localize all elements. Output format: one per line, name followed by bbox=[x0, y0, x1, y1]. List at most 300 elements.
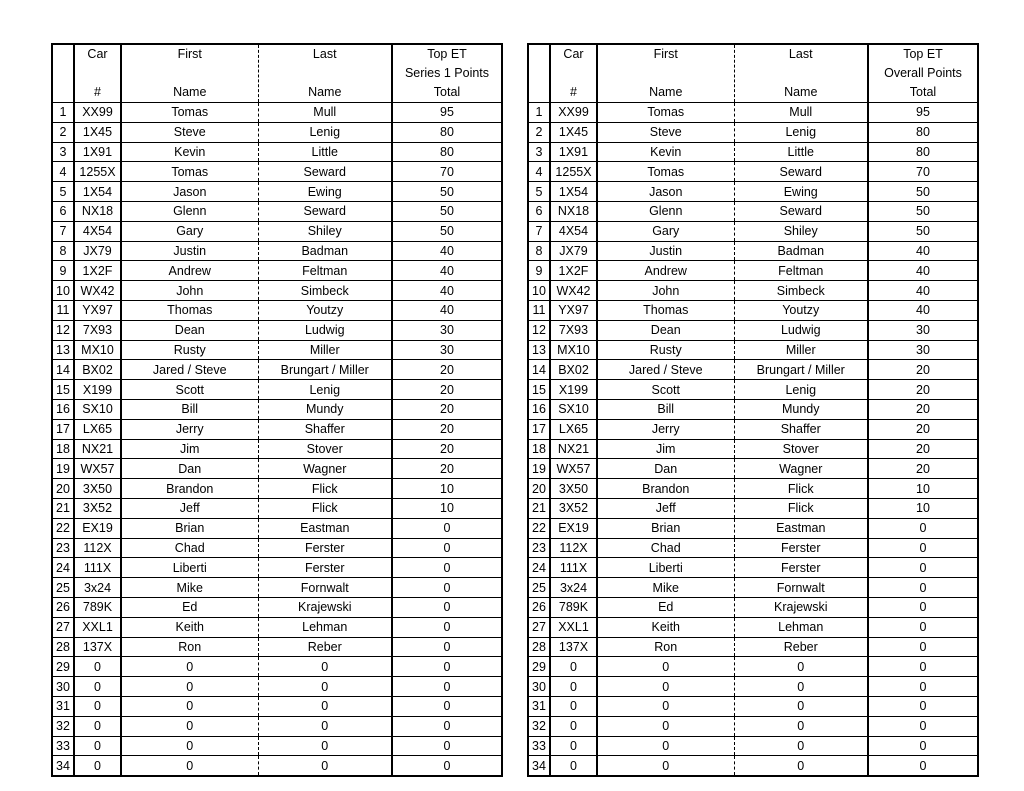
car-number-cell: 7X93 bbox=[550, 320, 597, 340]
last-name-cell: Wagner bbox=[258, 459, 392, 479]
rank-cell: 12 bbox=[528, 320, 550, 340]
table-row bbox=[52, 617, 502, 637]
last-name-cell: Mundy bbox=[734, 399, 868, 419]
rank-cell: 21 bbox=[528, 498, 550, 518]
points-total-header: Top ET Overall Points Total bbox=[868, 44, 978, 103]
points-total-cell: 10 bbox=[868, 498, 978, 518]
car-number-cell: 0 bbox=[74, 716, 121, 736]
points-total-cell: 50 bbox=[392, 201, 502, 221]
table-row bbox=[528, 716, 978, 736]
table-row bbox=[528, 340, 978, 360]
rank-cell: 16 bbox=[528, 399, 550, 419]
car-number-cell: BX02 bbox=[74, 360, 121, 380]
last-name-cell: Mundy bbox=[258, 399, 392, 419]
overall-points-table bbox=[527, 43, 979, 777]
first-name-cell: Andrew bbox=[597, 261, 734, 281]
rank-header bbox=[52, 44, 74, 103]
rank-cell: 1 bbox=[528, 103, 550, 123]
points-total-cell: 20 bbox=[868, 399, 978, 419]
first-name-cell: Jerry bbox=[597, 419, 734, 439]
points-total-cell: 20 bbox=[868, 380, 978, 400]
car-number-cell: 112X bbox=[74, 538, 121, 558]
first-name-cell: 0 bbox=[121, 677, 258, 697]
table-row bbox=[528, 578, 978, 598]
first-name-cell: Liberti bbox=[121, 558, 258, 578]
points-total-cell: 0 bbox=[868, 756, 978, 776]
first-name-cell: Gary bbox=[597, 221, 734, 241]
last-name-cell: 0 bbox=[734, 696, 868, 716]
car-number-cell: 3X52 bbox=[74, 498, 121, 518]
rank-cell: 23 bbox=[528, 538, 550, 558]
rank-cell: 12 bbox=[52, 320, 74, 340]
last-name-cell: 0 bbox=[258, 716, 392, 736]
first-name-cell: Gary bbox=[121, 221, 258, 241]
points-total-cell: 0 bbox=[868, 716, 978, 736]
car-number-cell: JX79 bbox=[74, 241, 121, 261]
car-number-cell: 112X bbox=[550, 538, 597, 558]
rank-cell: 20 bbox=[528, 479, 550, 499]
table-row bbox=[528, 261, 978, 281]
first-name-cell: Tomas bbox=[597, 103, 734, 123]
last-name-cell: Badman bbox=[258, 241, 392, 261]
rank-cell: 23 bbox=[52, 538, 74, 558]
points-total-cell: 20 bbox=[392, 459, 502, 479]
car-number-header: Car # bbox=[74, 44, 121, 103]
last-name-cell: Flick bbox=[734, 479, 868, 499]
first-name-cell: Thomas bbox=[597, 300, 734, 320]
table-row bbox=[52, 736, 502, 756]
table-row bbox=[52, 696, 502, 716]
table-row bbox=[52, 142, 502, 162]
points-total-cell: 50 bbox=[868, 221, 978, 241]
last-name-cell: 0 bbox=[258, 756, 392, 776]
car-number-cell: NX18 bbox=[550, 201, 597, 221]
points-total-cell: 0 bbox=[392, 637, 502, 657]
car-number-cell: 0 bbox=[550, 756, 597, 776]
table-row bbox=[52, 182, 502, 202]
points-total-cell: 40 bbox=[392, 241, 502, 261]
table-row bbox=[52, 498, 502, 518]
last-name-cell: Lehman bbox=[734, 617, 868, 637]
first-name-cell: 0 bbox=[597, 696, 734, 716]
points-total-cell: 80 bbox=[868, 142, 978, 162]
table-row bbox=[528, 103, 978, 123]
car-number-cell: XX99 bbox=[550, 103, 597, 123]
rank-cell: 25 bbox=[528, 578, 550, 598]
first-name-cell: Glenn bbox=[121, 201, 258, 221]
first-name-cell: Brandon bbox=[597, 479, 734, 499]
rank-cell: 5 bbox=[52, 182, 74, 202]
table-body bbox=[52, 103, 502, 777]
first-name-cell: Thomas bbox=[121, 300, 258, 320]
last-name-cell: Lenig bbox=[258, 122, 392, 142]
rank-cell: 29 bbox=[528, 657, 550, 677]
points-total-cell: 0 bbox=[868, 578, 978, 598]
points-total-cell: 40 bbox=[392, 261, 502, 281]
points-total-cell: 0 bbox=[392, 716, 502, 736]
last-name-cell: Youtzy bbox=[258, 300, 392, 320]
points-total-cell: 40 bbox=[868, 261, 978, 281]
first-name-cell: 0 bbox=[597, 657, 734, 677]
last-name-cell: 0 bbox=[258, 696, 392, 716]
first-name-cell: Justin bbox=[121, 241, 258, 261]
first-name-cell: Jeff bbox=[121, 498, 258, 518]
first-name-cell: Steve bbox=[121, 122, 258, 142]
rank-cell: 2 bbox=[528, 122, 550, 142]
table-row bbox=[528, 380, 978, 400]
rank-cell: 6 bbox=[528, 201, 550, 221]
last-name-cell: Fornwalt bbox=[734, 578, 868, 598]
table-row bbox=[52, 756, 502, 776]
first-name-header: First Name bbox=[121, 44, 258, 103]
first-name-cell: Dan bbox=[121, 459, 258, 479]
first-name-cell: Ed bbox=[121, 597, 258, 617]
car-number-cell: 0 bbox=[74, 677, 121, 697]
rank-cell: 16 bbox=[52, 399, 74, 419]
rank-cell: 18 bbox=[528, 439, 550, 459]
first-name-cell: Andrew bbox=[121, 261, 258, 281]
points-total-cell: 40 bbox=[392, 281, 502, 301]
last-name-cell: Miller bbox=[734, 340, 868, 360]
car-number-cell: 0 bbox=[550, 716, 597, 736]
car-number-cell: YX97 bbox=[550, 300, 597, 320]
table-row bbox=[528, 479, 978, 499]
last-name-cell: Seward bbox=[258, 162, 392, 182]
car-number-cell: 1X54 bbox=[550, 182, 597, 202]
car-number-cell: 137X bbox=[550, 637, 597, 657]
last-name-cell: Ferster bbox=[258, 538, 392, 558]
car-number-cell: YX97 bbox=[74, 300, 121, 320]
rank-cell: 32 bbox=[528, 716, 550, 736]
points-total-cell: 20 bbox=[868, 419, 978, 439]
rank-cell: 18 bbox=[52, 439, 74, 459]
first-name-cell: Ron bbox=[597, 637, 734, 657]
table-row bbox=[52, 657, 502, 677]
points-total-cell: 0 bbox=[868, 637, 978, 657]
rank-cell: 17 bbox=[528, 419, 550, 439]
points-total-cell: 30 bbox=[868, 320, 978, 340]
car-number-cell: MX10 bbox=[74, 340, 121, 360]
last-name-cell: Seward bbox=[734, 162, 868, 182]
first-name-cell: 0 bbox=[597, 677, 734, 697]
points-total-cell: 0 bbox=[868, 736, 978, 756]
points-total-cell: 20 bbox=[868, 439, 978, 459]
points-total-cell: 0 bbox=[392, 736, 502, 756]
table-row bbox=[52, 597, 502, 617]
last-name-cell: Krajewski bbox=[258, 597, 392, 617]
car-number-cell: NX18 bbox=[74, 201, 121, 221]
points-total-cell: 20 bbox=[392, 399, 502, 419]
rank-cell: 20 bbox=[52, 479, 74, 499]
first-name-cell: Jim bbox=[597, 439, 734, 459]
points-total-cell: 0 bbox=[868, 538, 978, 558]
last-name-cell: Lenig bbox=[258, 380, 392, 400]
last-name-cell: Wagner bbox=[734, 459, 868, 479]
last-name-cell: Lehman bbox=[258, 617, 392, 637]
car-number-cell: NX21 bbox=[550, 439, 597, 459]
points-total-cell: 0 bbox=[868, 617, 978, 637]
rank-cell: 9 bbox=[528, 261, 550, 281]
rank-cell: 19 bbox=[528, 459, 550, 479]
table-row bbox=[528, 498, 978, 518]
table-row bbox=[528, 459, 978, 479]
rank-cell: 22 bbox=[52, 518, 74, 538]
table-header bbox=[52, 44, 502, 103]
first-name-cell: Tomas bbox=[121, 103, 258, 123]
last-name-cell: Ewing bbox=[734, 182, 868, 202]
car-number-cell: 1X2F bbox=[74, 261, 121, 281]
last-name-cell: 0 bbox=[258, 736, 392, 756]
last-name-cell: Ludwig bbox=[734, 320, 868, 340]
car-number-cell: JX79 bbox=[550, 241, 597, 261]
first-name-cell: Glenn bbox=[597, 201, 734, 221]
points-total-cell: 50 bbox=[392, 182, 502, 202]
points-total-cell: 95 bbox=[868, 103, 978, 123]
points-total-cell: 10 bbox=[392, 498, 502, 518]
points-total-cell: 0 bbox=[392, 617, 502, 637]
car-number-cell: 0 bbox=[74, 756, 121, 776]
first-name-cell: Dean bbox=[121, 320, 258, 340]
first-name-cell: Ed bbox=[597, 597, 734, 617]
rank-cell: 11 bbox=[52, 300, 74, 320]
first-name-cell: 0 bbox=[597, 736, 734, 756]
first-name-cell: Keith bbox=[597, 617, 734, 637]
rank-cell: 31 bbox=[52, 696, 74, 716]
rank-cell: 3 bbox=[528, 142, 550, 162]
table-row bbox=[528, 736, 978, 756]
first-name-cell: John bbox=[597, 281, 734, 301]
table-row bbox=[528, 241, 978, 261]
rank-cell: 29 bbox=[52, 657, 74, 677]
rank-cell: 27 bbox=[52, 617, 74, 637]
series-1-points-table bbox=[51, 43, 503, 777]
points-total-cell: 20 bbox=[392, 439, 502, 459]
table-row bbox=[528, 419, 978, 439]
rank-cell: 7 bbox=[52, 221, 74, 241]
car-number-cell: EX19 bbox=[74, 518, 121, 538]
car-number-cell: 3X50 bbox=[74, 479, 121, 499]
last-name-cell: Shaffer bbox=[258, 419, 392, 439]
last-name-cell: Brungart / Miller bbox=[734, 360, 868, 380]
table-row bbox=[52, 162, 502, 182]
points-total-cell: 40 bbox=[868, 300, 978, 320]
last-name-cell: Lenig bbox=[734, 380, 868, 400]
rank-cell: 33 bbox=[52, 736, 74, 756]
table-row bbox=[52, 419, 502, 439]
table-row bbox=[528, 617, 978, 637]
last-name-cell: 0 bbox=[734, 657, 868, 677]
last-name-header: Last Name bbox=[734, 44, 868, 103]
last-name-cell: Miller bbox=[258, 340, 392, 360]
points-total-cell: 10 bbox=[392, 479, 502, 499]
last-name-cell: Simbeck bbox=[734, 281, 868, 301]
car-number-cell: 137X bbox=[74, 637, 121, 657]
points-total-cell: 0 bbox=[392, 756, 502, 776]
first-name-cell: Tomas bbox=[121, 162, 258, 182]
car-number-cell: WX57 bbox=[550, 459, 597, 479]
last-name-cell: Shiley bbox=[734, 221, 868, 241]
first-name-cell: 0 bbox=[121, 736, 258, 756]
first-name-cell: Jeff bbox=[597, 498, 734, 518]
table-row bbox=[528, 201, 978, 221]
points-total-cell: 10 bbox=[868, 479, 978, 499]
car-number-cell: X199 bbox=[550, 380, 597, 400]
points-total-cell: 20 bbox=[392, 419, 502, 439]
rank-header bbox=[528, 44, 550, 103]
car-number-cell: XXL1 bbox=[74, 617, 121, 637]
last-name-cell: Ferster bbox=[258, 558, 392, 578]
first-name-cell: Kevin bbox=[597, 142, 734, 162]
points-total-cell: 70 bbox=[868, 162, 978, 182]
last-name-cell: Ferster bbox=[734, 538, 868, 558]
points-total-cell: 0 bbox=[392, 558, 502, 578]
rank-cell: 24 bbox=[528, 558, 550, 578]
rank-cell: 8 bbox=[52, 241, 74, 261]
points-total-cell: 20 bbox=[392, 380, 502, 400]
car-number-cell: 1X54 bbox=[74, 182, 121, 202]
table-row bbox=[52, 201, 502, 221]
first-name-cell: John bbox=[121, 281, 258, 301]
car-number-cell: 4X54 bbox=[74, 221, 121, 241]
first-name-cell: Dean bbox=[597, 320, 734, 340]
rank-cell: 33 bbox=[528, 736, 550, 756]
car-number-cell: MX10 bbox=[550, 340, 597, 360]
car-number-cell: 3X50 bbox=[550, 479, 597, 499]
table-row bbox=[528, 696, 978, 716]
rank-cell: 34 bbox=[52, 756, 74, 776]
last-name-cell: 0 bbox=[258, 677, 392, 697]
car-number-cell: 0 bbox=[550, 696, 597, 716]
rank-cell: 10 bbox=[528, 281, 550, 301]
rank-cell: 27 bbox=[528, 617, 550, 637]
rank-cell: 14 bbox=[52, 360, 74, 380]
table-row bbox=[52, 300, 502, 320]
table-row bbox=[52, 320, 502, 340]
points-total-cell: 0 bbox=[392, 657, 502, 677]
last-name-cell: Reber bbox=[258, 637, 392, 657]
car-number-cell: 0 bbox=[550, 736, 597, 756]
first-name-cell: Bill bbox=[121, 399, 258, 419]
rank-cell: 26 bbox=[528, 597, 550, 617]
rank-cell: 22 bbox=[528, 518, 550, 538]
table-row bbox=[52, 122, 502, 142]
points-total-cell: 70 bbox=[392, 162, 502, 182]
first-name-cell: Tomas bbox=[597, 162, 734, 182]
points-total-cell: 50 bbox=[868, 201, 978, 221]
points-total-cell: 0 bbox=[392, 578, 502, 598]
points-total-cell: 50 bbox=[868, 182, 978, 202]
last-name-cell: Mull bbox=[258, 103, 392, 123]
points-total-cell: 0 bbox=[868, 657, 978, 677]
table-row bbox=[52, 716, 502, 736]
car-number-cell: 1X45 bbox=[550, 122, 597, 142]
table-body bbox=[528, 103, 978, 777]
last-name-cell: 0 bbox=[734, 736, 868, 756]
rank-cell: 9 bbox=[52, 261, 74, 281]
points-total-cell: 0 bbox=[868, 696, 978, 716]
first-name-cell: Scott bbox=[597, 380, 734, 400]
car-number-cell: 1X2F bbox=[550, 261, 597, 281]
table-row bbox=[52, 103, 502, 123]
table-row bbox=[528, 677, 978, 697]
rank-cell: 6 bbox=[52, 201, 74, 221]
table-row bbox=[52, 558, 502, 578]
car-number-cell: NX21 bbox=[74, 439, 121, 459]
rank-cell: 1 bbox=[52, 103, 74, 123]
points-total-cell: 0 bbox=[392, 597, 502, 617]
points-total-cell: 20 bbox=[392, 360, 502, 380]
first-name-cell: Jared / Steve bbox=[121, 360, 258, 380]
first-name-cell: Kevin bbox=[121, 142, 258, 162]
car-number-cell: WX42 bbox=[550, 281, 597, 301]
last-name-cell: Ewing bbox=[258, 182, 392, 202]
first-name-cell: Brian bbox=[597, 518, 734, 538]
car-number-cell: 1255X bbox=[74, 162, 121, 182]
table-row bbox=[528, 142, 978, 162]
rank-cell: 19 bbox=[52, 459, 74, 479]
first-name-header: First Name bbox=[597, 44, 734, 103]
car-number-cell: 1255X bbox=[550, 162, 597, 182]
last-name-cell: Fornwalt bbox=[258, 578, 392, 598]
table-row bbox=[52, 340, 502, 360]
last-name-cell: Feltman bbox=[258, 261, 392, 281]
rank-cell: 28 bbox=[52, 637, 74, 657]
table-row bbox=[528, 439, 978, 459]
table-row bbox=[52, 637, 502, 657]
table-row bbox=[52, 578, 502, 598]
car-number-cell: WX57 bbox=[74, 459, 121, 479]
table-row bbox=[528, 221, 978, 241]
rank-cell: 3 bbox=[52, 142, 74, 162]
points-total-cell: 30 bbox=[868, 340, 978, 360]
points-total-cell: 0 bbox=[392, 696, 502, 716]
first-name-cell: 0 bbox=[597, 716, 734, 736]
car-number-cell: 789K bbox=[74, 597, 121, 617]
first-name-cell: Chad bbox=[597, 538, 734, 558]
table-header bbox=[528, 44, 978, 103]
first-name-cell: 0 bbox=[121, 716, 258, 736]
rank-cell: 13 bbox=[528, 340, 550, 360]
points-total-cell: 0 bbox=[392, 518, 502, 538]
points-total-cell: 50 bbox=[392, 221, 502, 241]
first-name-cell: Justin bbox=[597, 241, 734, 261]
table-row bbox=[52, 439, 502, 459]
last-name-cell: Shiley bbox=[258, 221, 392, 241]
last-name-cell: 0 bbox=[734, 756, 868, 776]
points-total-cell: 95 bbox=[392, 103, 502, 123]
last-name-cell: Flick bbox=[734, 498, 868, 518]
table-row bbox=[52, 479, 502, 499]
car-number-cell: 4X54 bbox=[550, 221, 597, 241]
rank-cell: 14 bbox=[528, 360, 550, 380]
last-name-cell: Lenig bbox=[734, 122, 868, 142]
first-name-cell: Ron bbox=[121, 637, 258, 657]
points-total-cell: 0 bbox=[868, 677, 978, 697]
rank-cell: 15 bbox=[528, 380, 550, 400]
car-number-cell: LX65 bbox=[550, 419, 597, 439]
rank-cell: 4 bbox=[528, 162, 550, 182]
table-row bbox=[52, 360, 502, 380]
last-name-cell: Little bbox=[258, 142, 392, 162]
points-total-cell: 80 bbox=[868, 122, 978, 142]
table-row bbox=[52, 538, 502, 558]
first-name-cell: Rusty bbox=[121, 340, 258, 360]
first-name-cell: Mike bbox=[597, 578, 734, 598]
points-total-cell: 20 bbox=[868, 360, 978, 380]
car-number-cell: 0 bbox=[74, 657, 121, 677]
rank-cell: 11 bbox=[528, 300, 550, 320]
first-name-cell: Scott bbox=[121, 380, 258, 400]
